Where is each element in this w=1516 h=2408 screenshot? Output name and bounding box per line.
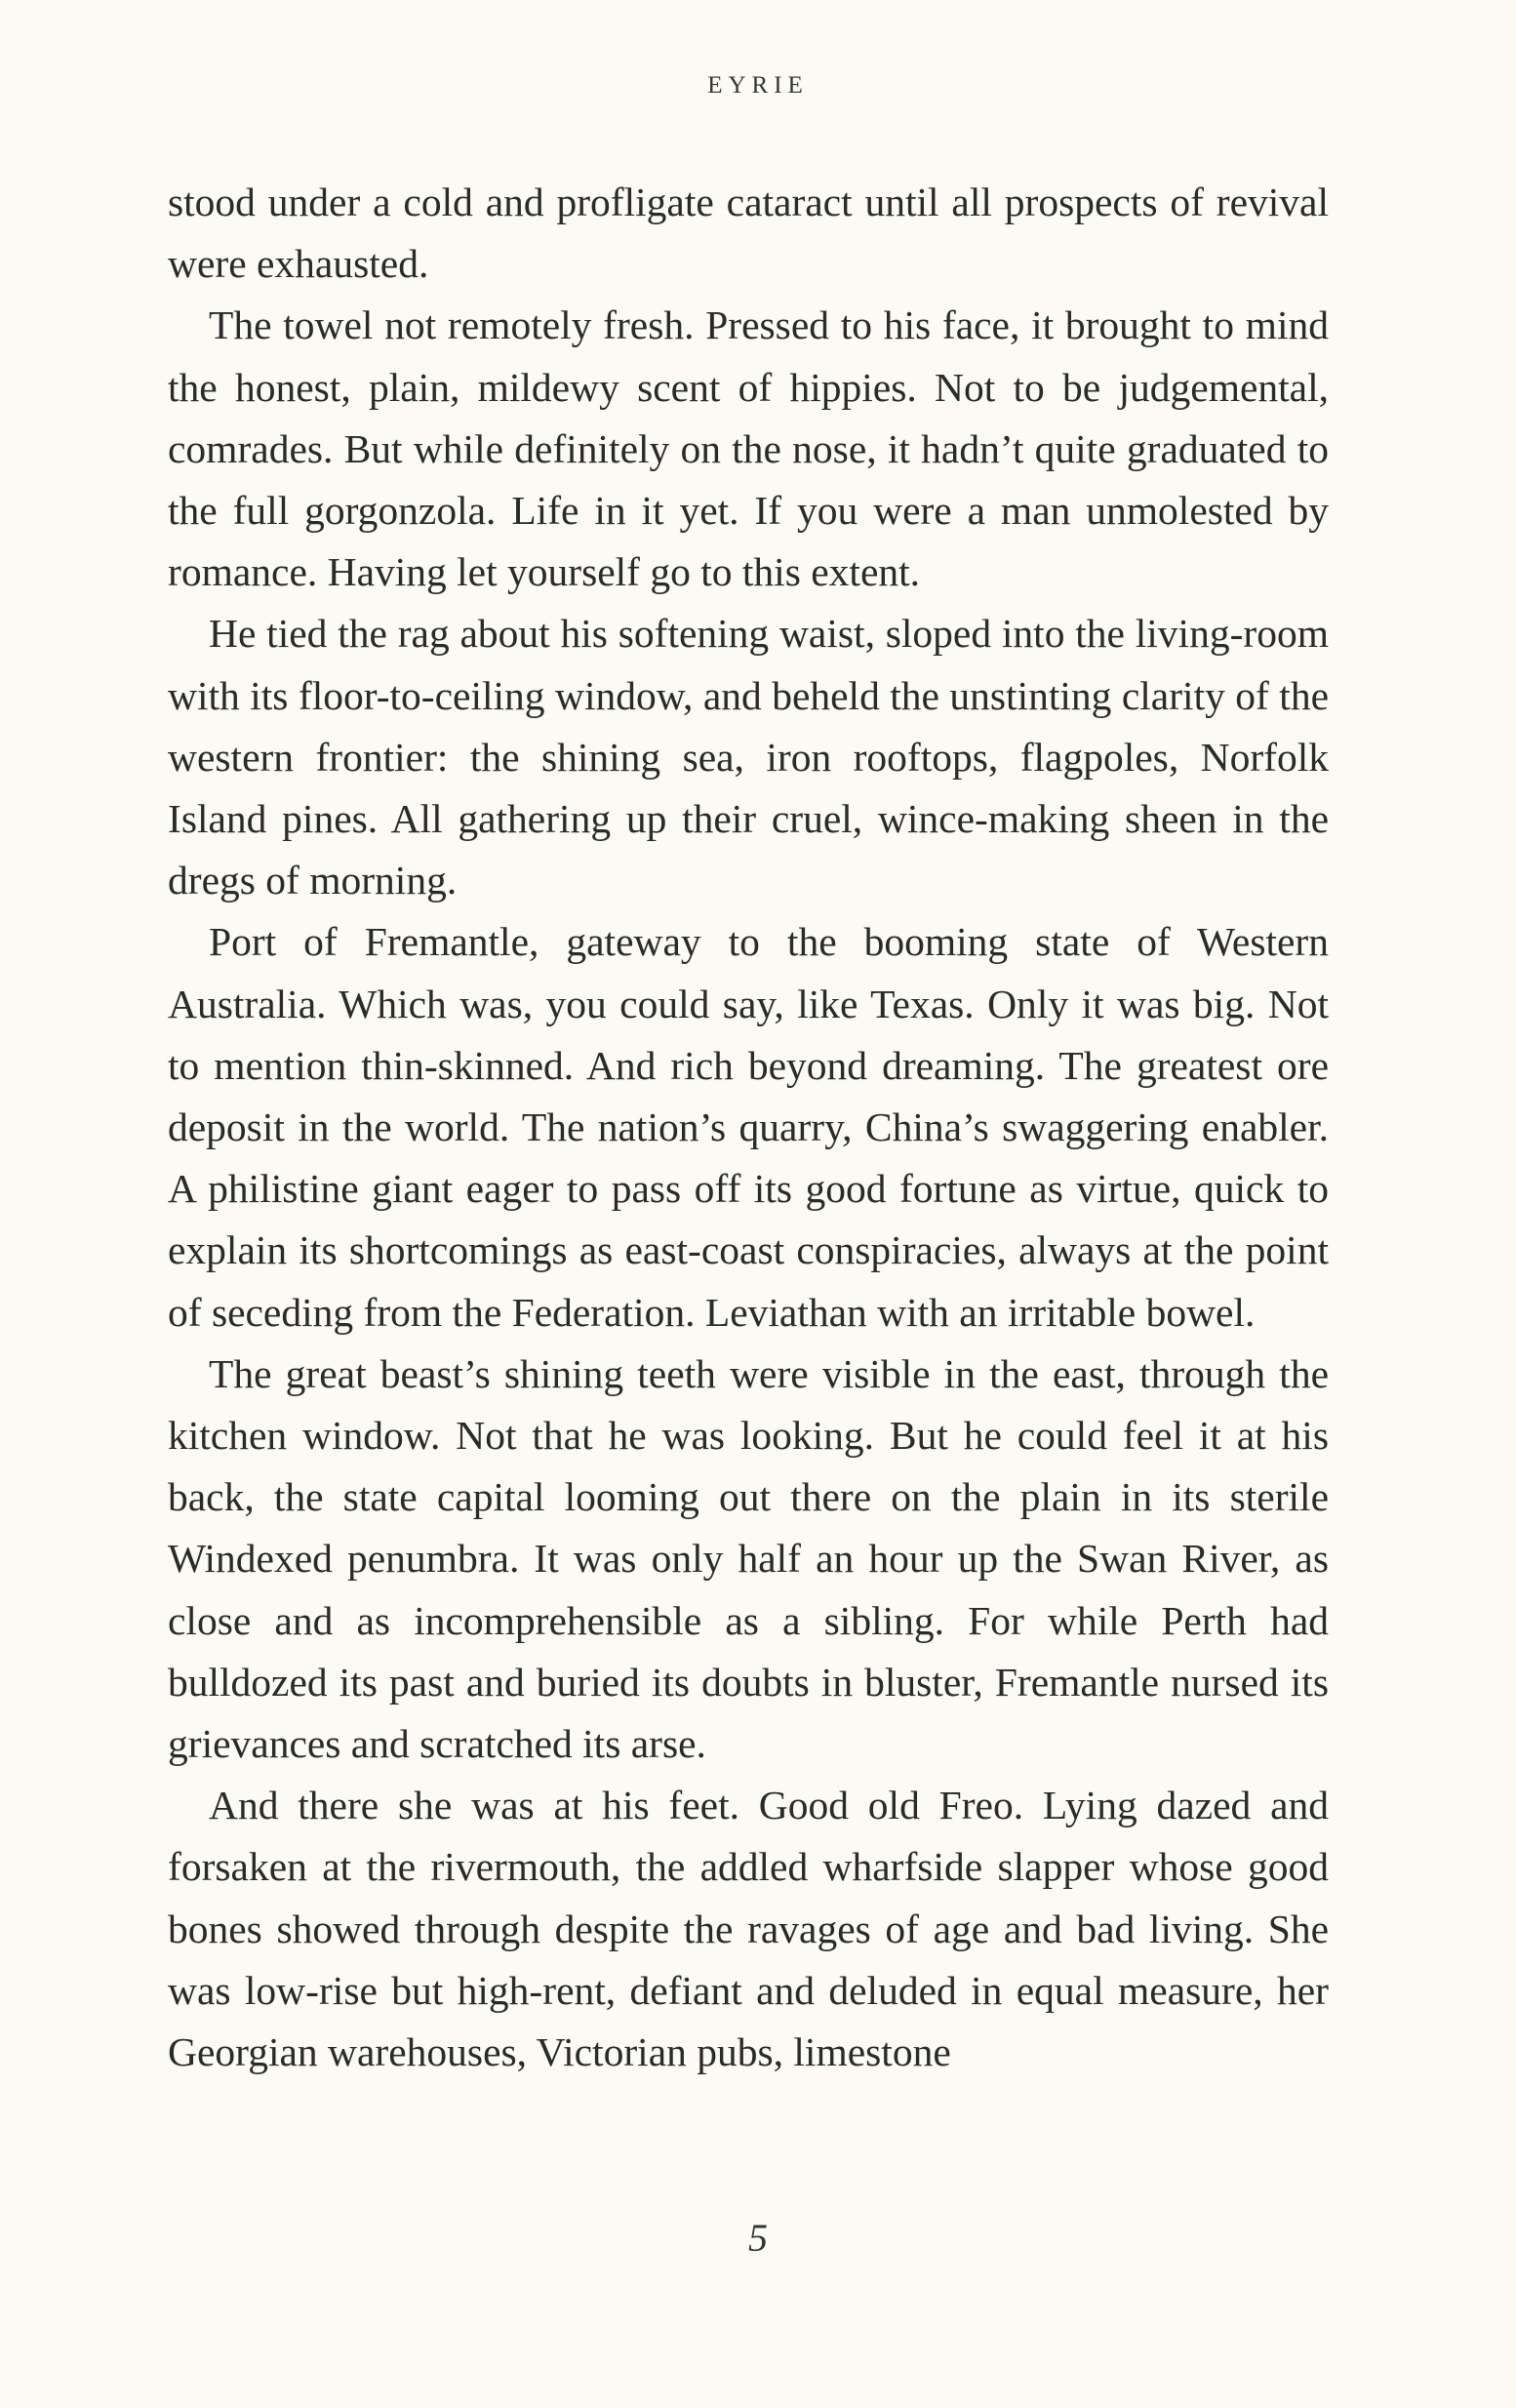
paragraph-4: Port of Fremantle, gateway to the booming state of Western Australia. Which was, you could say, like Texas. Only it was big. Not to mention thin-skinned. And rich beyond dreaming. The greatest ore deposit in the world. The nation’s quarry, China’s swaggering enabler. A philistine giant eager to pass off its good fortune as virtue, quick to explain its shortcomings as east-coast conspiracies, always at the point of seceding from the Federation. Leviathan with an irritable bowel. xyxy=(168,919,1329,1335)
page-number: 5 xyxy=(748,2216,768,2260)
paragraph-1: stood under a cold and profligate cataract until all prospects of revival were exhausted. xyxy=(168,180,1329,287)
paragraph-2: The towel not remotely fresh. Pressed to his face, it brought to mind the honest, plain, mildewy scent of hippies. Not to be judgemental, comrades. But while definitely on the nose, it hadn’t quite graduated to the full gorgonzola. Life in it yet. If you were a man unmolested by romance. Having let yourself go to this extent. xyxy=(168,302,1329,595)
paragraph-5: The great beast’s shining teeth were visible in the east, through the kitchen window. Not that he was looking. But he could feel it at his back, the state capital looming out there on the plain in its sterile Windexed penumbra. It was only half an hour up the Swan River, as close and as incomprehensible as a sibling. For while Perth had bulldozed its past and buried its doubts in bluster, Fremantle nursed its grievances and scratched its arse. xyxy=(168,1350,1329,1767)
paragraph-3: He tied the rag about his softening waist, sloped into the living-room with its floor-to-ceiling window, and beheld the unstinting clarity of the western frontier: the shining sea, iron rooftops, flagpoles, Norfolk Island pines. All gathering up their cruel, wince-making sheen in the dregs of morning. xyxy=(168,611,1329,903)
paragraph-6: And there she was at his feet. Good old Freo. Lying dazed and forsaken at the rivermouth, the addled wharfside slapper whose good bones showed through despite the ravages of age and bad living. She was low-rise but high-rent, defiant and deluded in equal measure, her Georgian warehouses, Victorian pubs, limestone xyxy=(168,1783,1329,2075)
running-head: EYRIE xyxy=(707,72,809,99)
body-text xyxy=(168,172,1329,2083)
